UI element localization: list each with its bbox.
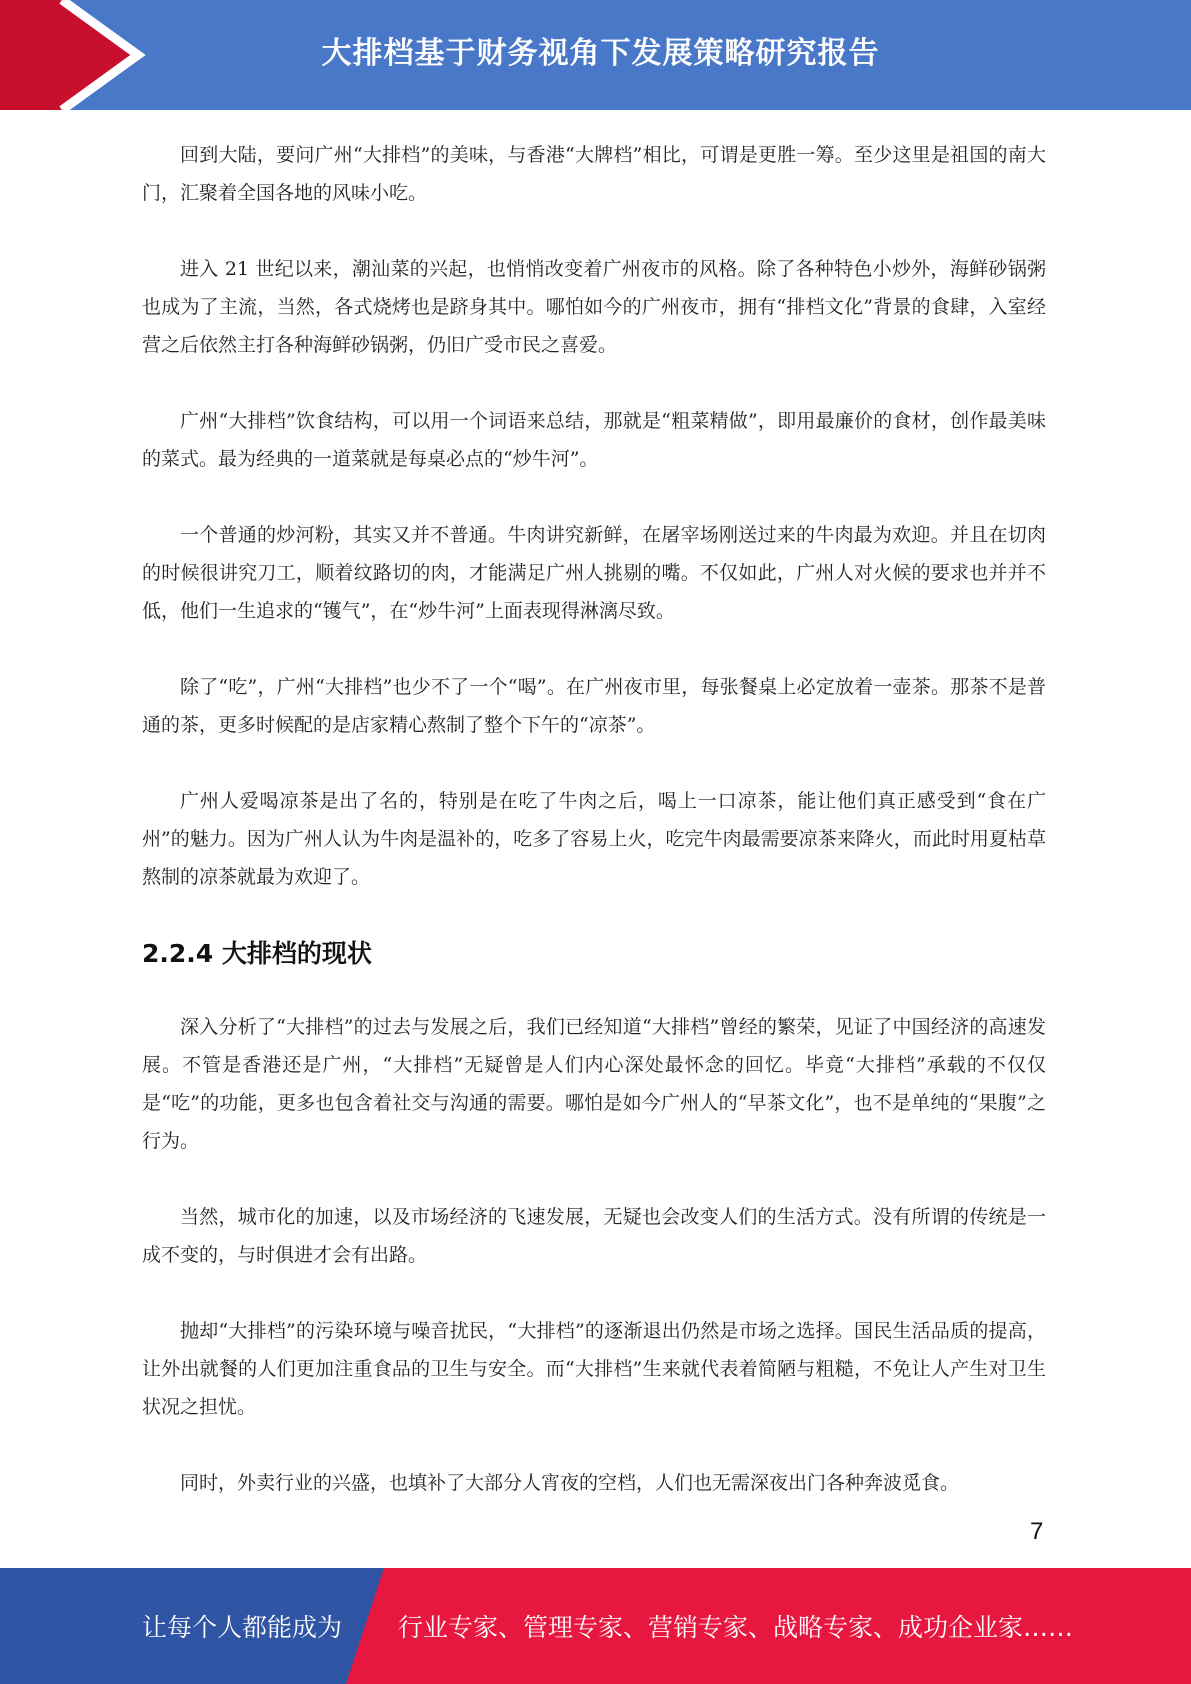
paragraph: 深入分析了“大排档”的过去与发展之后，我们已经知道“大排档”曾经的繁荣，见证了中国经济的高速发展。不管是香港还是广州，“大排档”无疑曾是人们内心深处最怀念的回忆。毕竟“大排档”承载的不仅仅是“吃”的功能，更多也包含着社交与沟通的需要。哪怕是如今广州人的“早茶文化”，也不是单纯的“果腹”之行为。 xyxy=(142,1016,1046,1152)
footer-slogan-left: 让每个人都能成为 xyxy=(142,1613,343,1642)
paragraph: 广州“大排档”饮食结构，可以用一个词语来总结，那就是“粗菜精做”，即用最廉价的食材，创作最美味的菜式。最为经典的一道菜就是每桌必点的“炒牛河”。 xyxy=(142,410,1046,470)
page-header xyxy=(0,0,1191,110)
paragraph: 一个普通的炒河粉，其实又并不普通。牛肉讲究新鲜，在屠宰场刚送过来的牛肉最为欢迎。并且在切肉的时候很讲究刀工，顺着纹路切的肉，才能满足广州人挑剔的嘴。不仅如此，广州人对火候的要求也并并不低，他们一生追求的“镬气”，在“炒牛河”上面表现得淋漓尽致。 xyxy=(142,524,1046,622)
footer-slogan-right: 行业专家、管理专家、营销专家、战略专家、成功企业家…… xyxy=(398,1613,1074,1642)
paragraph: 当然，城市化的加速，以及市场经济的飞速发展，无疑也会改变人们的生活方式。没有所谓的传统是一成不变的，与时俱进才会有出路。 xyxy=(142,1206,1046,1266)
paragraph: 回到大陆，要问广州“大排档”的美味，与香港“大牌档”相比，可谓是更胜一筹。至少这里是祖国的南大门，汇聚着全国各地的风味小吃。 xyxy=(142,144,1046,204)
page-footer xyxy=(0,1568,1191,1684)
paragraph: 广州人爱喝凉茶是出了名的，特别是在吃了牛肉之后，喝上一口凉茶，能让他们真正感受到“食在广州”的魅力。因为广州人认为牛肉是温补的，吃多了容易上火，吃完牛肉最需要凉茶来降火，而此时用夏枯草熬制的凉茶就最为欢迎了。 xyxy=(142,790,1046,888)
document-body xyxy=(142,136,1046,1540)
paragraph: 进入 21 世纪以来，潮汕菜的兴起，也悄悄改变着广州夜市的风格。除了各种特色小炒外，海鲜砂锅粥也成为了主流，当然，各式烧烤也是跻身其中。哪怕如今的广州夜市，拥有“排档文化”背景的食肆，入室经营之后依然主打各种海鲜砂锅粥，仍旧广受市民之喜爱。 xyxy=(142,258,1046,356)
page-number: 7 xyxy=(1030,1518,1044,1545)
paragraph: 除了“吃”，广州“大排档”也少不了一个“喝”。在广州夜市里，每张餐桌上必定放着一壶茶。那茶不是普通的茶，更多时候配的是店家精心熬制了整个下午的“凉茶”。 xyxy=(142,676,1046,736)
section-heading: 2.2.4 大排档的现状 xyxy=(142,939,372,968)
report-title: 大排档基于财务视角下发展策略研究报告 xyxy=(321,36,880,71)
paragraph: 同时，外卖行业的兴盛，也填补了大部分人宵夜的空档，人们也无需深夜出门各种奔波觅食。 xyxy=(180,1472,960,1494)
paragraph: 抛却“大排档”的污染环境与噪音扰民，“大排档”的逐渐退出仍然是市场之选择。国民生活品质的提高，让外出就餐的人们更加注重食品的卫生与安全。而“大排档”生来就代表着简陋与粗糙，不免让人产生对卫生状况之担忧。 xyxy=(142,1320,1046,1418)
